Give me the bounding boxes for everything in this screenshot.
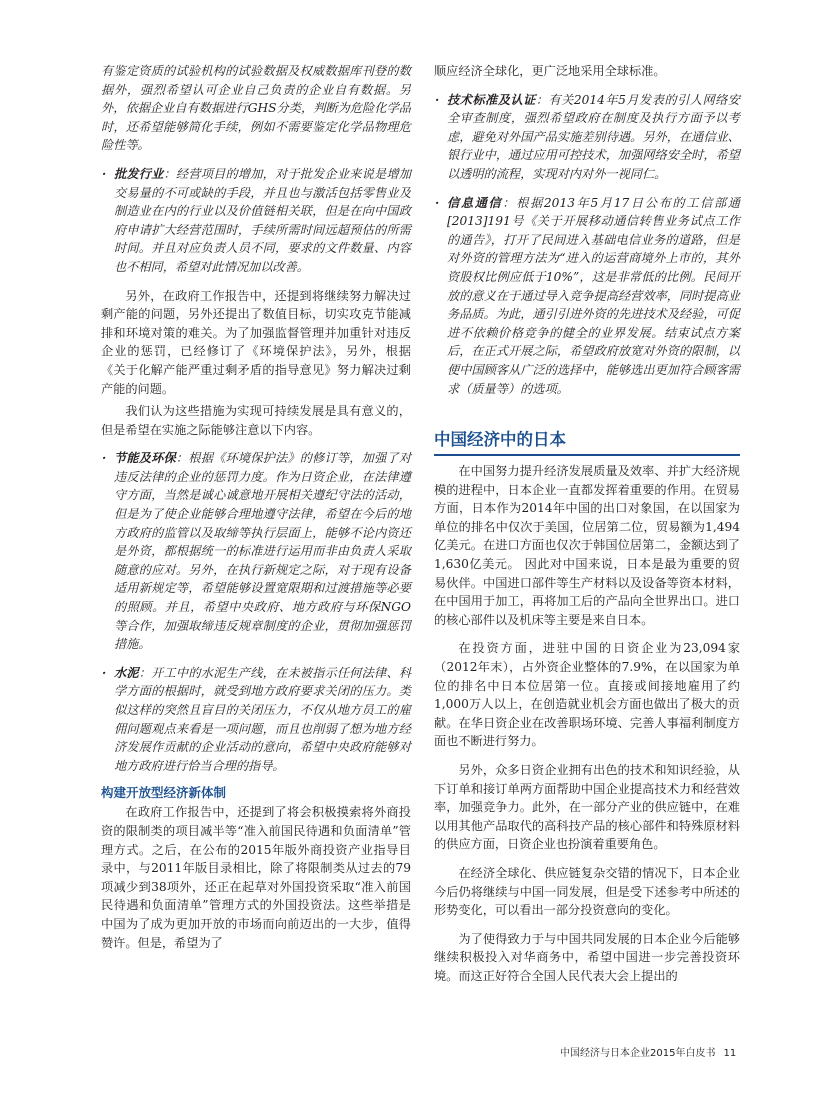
bullet-dot-icon: · [102, 665, 107, 680]
bullet-text: ：根据2013年5月17日公布的工信部通[2013]191号《关于开展移动通信转售业务试点工作的通告》，打开了民间进入基础电信业务的道路，但是对外资的管理方法为“进入的运营商境外上市的，其外资股权比例应低于10%”，这是非常低的比例。民间开放的意义在于通过导入竞争提高经营效率，同时提高业务品质。为此，通引引进外资的先进技术及经验，可促进不依赖价格竞争的健全的业界发展。结束试点方案后，在正式开展之际，希望政府放宽对外资的限制，以便中国顾客从广泛的选择中，能够选出更加符合顾客需求（质量等）的选项。 [447, 195, 740, 396]
section-divider [434, 454, 740, 456]
page-footer [560, 1044, 770, 1059]
right-paragraph: 在投资方面，进驻中国的日资企业为23,094家（2012年末），占外资企业整体的7.9%，在以国家为单位的排名中日本位居第一位。直接或间接地雇用了约1,000万人以上，在创造就业机会方面也做出了极大的贡献。在华日资企业在改善职场环境、完善人事福利制度方面也不断进行努力。 [434, 641, 740, 749]
bullet-info-communication [434, 194, 740, 399]
bullet-label: 信息通信 [447, 195, 503, 210]
bullet-text: ：根据《环境保护法》的修订等，加强了对违反法律的企业的惩罚力度。作为日资企业，在法律遵守方面，当然是诚心诚意地开展相关遵纪守法的活动，但是为了使企业能够合理地遵守法律，希望在今后的地方政府的监管以及取缔等执行层面上，能够不论内资还是外资，都根据统一的标准进行运用而非由负责人采取随意的应对。另外，在执行新规定之际，对于现有设备适用新规定等，希望能够设置宽限期和过渡措施等必要的照顾。并且，希望中央政府、地方政府与环保NGO等合作，加强取缔违反规章制度的企业，贯彻加强惩罚措施。 [114, 451, 412, 652]
bullet-label: 批发行业 [114, 166, 164, 181]
right-paragraph: 在中国努力提升经济发展质量及效率、并扩大经济规模的进程中，日本企业一直都发挥着重要的作用。在贸易方面，日本作为2014年中国的出口对象国，在以国家为单位的排名中仅次于美国，位居第二位，贸易额为1,494亿美元。在进口方面也仅次于韩国位居第二，金额达到了1,630亿美元。 因此对中国来说，日本是最为重要的贸易伙伴。中国进口部件等生产材料以及设备等资本材料，在中国用于加工，再将加工后的产品向全世界出口。进口的核心部件以及机床等主要是来自日本。 [434, 464, 740, 627]
left-top-paragraph: 有鉴定资质的试验机构的试验数据及权威数据库刊登的数据外，强烈希望认可企业自己负责的企业自有数据。另外，依据企业自有数据进行GHS分类，判断为危险化学品时，还希望能够简化手续，例如不需要鉴定化学品物理危险性等。 [101, 64, 411, 153]
bullet-dot-icon: · [102, 166, 107, 181]
page-number: 11 [723, 1048, 737, 1059]
footer-title: 中国经济与日本企业2015年白皮书 [560, 1048, 716, 1059]
right-paragraph: 另外，众多日资企业拥有出色的技术和知识经验，从下订单和接订单两方面帮助中国企业提高技术力和经营效率，加强竞争力。此外，在一部分产业的供应链中，在难以用其他产品取代的高科技产品的核心部件和特殊原材料的供应方面，日资企业也扮演着重要角色。 [434, 763, 740, 852]
bullet-label: 水泥 [114, 665, 139, 680]
bullet-dot-icon: · [435, 195, 440, 210]
section-title: 中国经济中的日本 [434, 430, 566, 450]
left-paragraph: 在政府工作报告中，还提到了将会积极摸索将外商投资的限制类的项目减半等“准入前国民待遇和负面清单”管理方式。之后，在公布的2015年版外商投资产业指导目录中，与2011年版目录相比，除了将限制类从过去的79项减少到38项外，还正在起草对外国投资采取“准入前国民待遇和负面清单”管理方式的外国投资法。这些举措是中国为了成为更加开放的市场而向前迈出的一大步，值得赞许。但是，希望为了 [101, 805, 411, 950]
bullet-wholesale [101, 165, 411, 277]
bullet-label: 节能及环保 [114, 451, 176, 466]
bullet-text: ：开工中的水泥生产线，在未被指示任何法律、科学方面的根据时，就受到地方政府要求关闭的压力。类似这样的突然且盲目的关闭压力，不仅从地方员工的雇佣问题观点来看是一项问题，而且也削弱了想为地方经济发展作贡献的企业活动的意向，希望中央政府能够对地方政府进行恰当合理的指导。 [114, 665, 412, 773]
bullet-label: 技术标准及认证 [447, 92, 536, 107]
bullet-dot-icon: · [435, 92, 440, 107]
bullet-text: ：有关2014年5月发表的引人网络安全审查制度，强烈希望政府在制度及执行方面予以考虑，避免对外国产品实施差别待遇。另外，在通信业、银行业中，通过应用可控技术，加强网络安全时，希望以透明的流程，实现对内对外一视同仁。 [447, 92, 740, 181]
bullet-tech-standards [434, 91, 740, 184]
left-paragraph: 另外，在政府工作报告中，还提到将继续努力解决过剩产能的问题，另外还提出了数值目标，切实攻克节能减排和环境对策的难关。为了加强监督管理并加重针对违反企业的惩罚，已经修订了《环境保护法》，另外，根据《关于化解产能严重过剩矛盾的指导意见》努力解决过剩产能的问题。 [101, 288, 411, 396]
bullet-dot-icon: · [102, 451, 107, 466]
right-column [434, 62, 740, 986]
right-paragraph: 在经济全球化、供应链复杂交错的情况下，日本企业今后仍将继续与中国一同发展，但是受下述参考中所述的形势变化，可以看出一部分投资意向的变化。 [434, 865, 740, 918]
right-paragraph: 为了使得致力于与中国共同发展的日本企业今后能够继续积极投入对华商务中，希望中国进一步完善投资环境。而这正好符合全国人民代表大会上提出的 [434, 931, 740, 983]
subheading-open-economy: 构建开放型经济新体制 [101, 785, 227, 801]
bullet-text: ：经营项目的增加，对于批发企业来说是增加交易量的不可或缺的手段，并且也与激活包括零售业及制造业在内的行业以及价值链相关联，但是在向中国政府申请扩大经营范围时，手续所需时间远超预估的所需时间。并且对应负责人员不同，要求的文件数量、内容也不相同，希望对此情况加以改善。 [114, 166, 412, 274]
bullet-energy-environment [101, 449, 411, 654]
left-column [101, 62, 411, 952]
right-top-paragraph: 顺应经济全球化，更广泛地采用全球标准。 [434, 64, 666, 78]
bullet-cement [101, 664, 411, 776]
left-paragraph: 我们认为这些措施为实现可持续发展是具有意义的，但是希望在实施之际能够注意以下内容。 [101, 404, 411, 437]
